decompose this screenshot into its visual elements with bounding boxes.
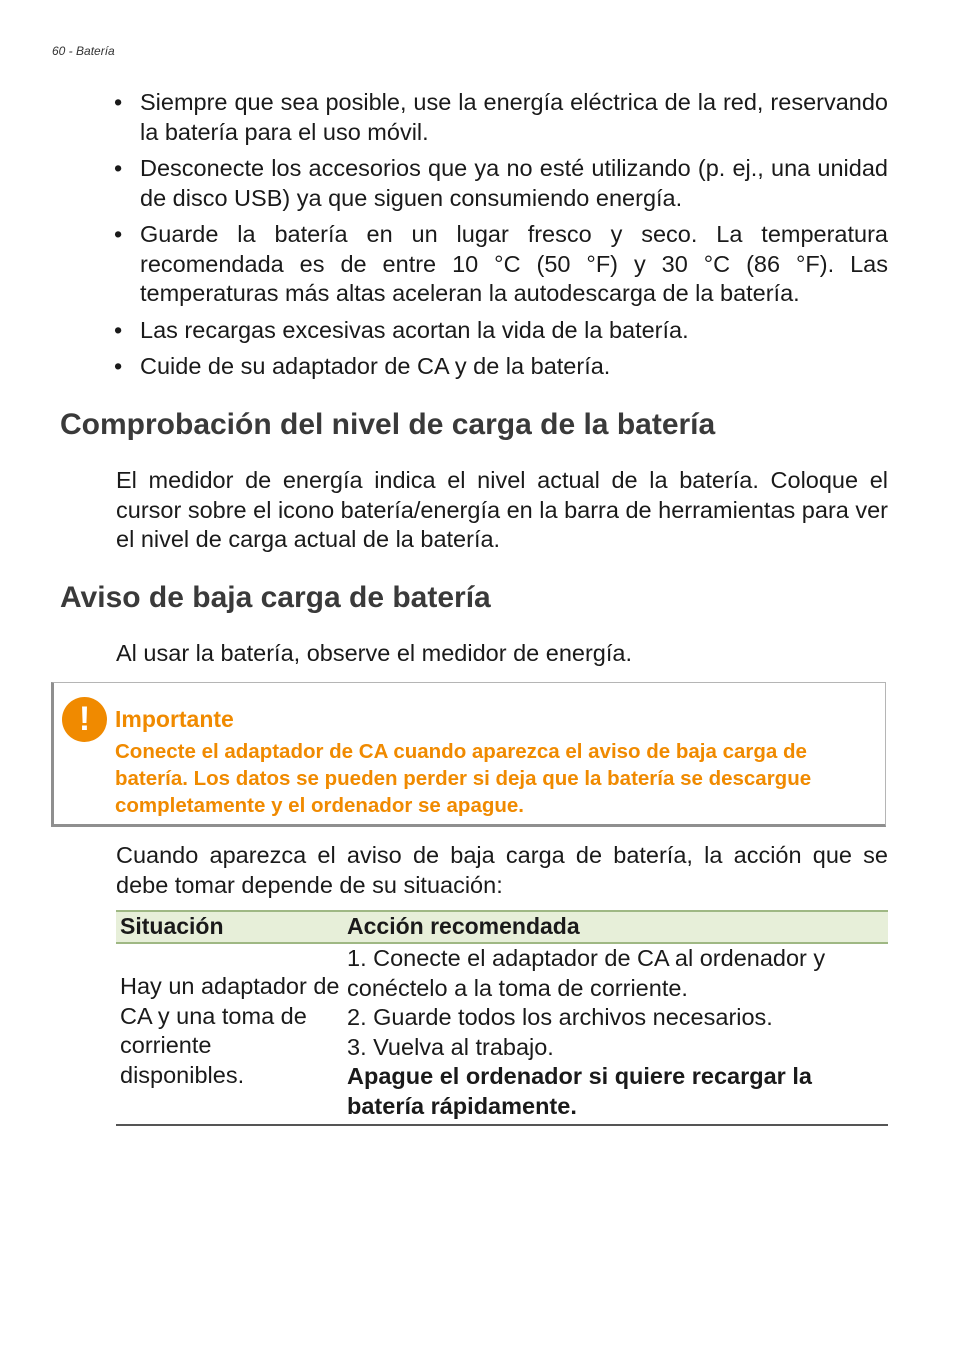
important-notice	[51, 682, 886, 827]
section-text-battery-level: El medidor de energía indica el nivel actual de la batería. Coloque el cursor sobre el icono batería/energía en la barra de herramientas para ver el nivel de carga actual de la batería.	[116, 467, 889, 552]
bullet-icon: •	[114, 316, 123, 343]
bullet-icon: •	[114, 221, 123, 247]
action-step: 2. Guarde todos los archivos necesarios.	[347, 1004, 773, 1030]
page-header: 60 - Batería	[52, 44, 115, 58]
warning-icon: !	[62, 697, 107, 742]
notice-title: Importante	[115, 706, 234, 732]
action-cell	[347, 944, 888, 1121]
section-text-low-battery: Al usar la batería, observe el medidor de energía.	[116, 640, 632, 666]
situation-cell: Hay un adaptador de CA y una toma de corriente disponibles.	[120, 973, 340, 1088]
section-heading-low-battery: Aviso de baja carga de batería	[60, 581, 491, 614]
bullet-icon: •	[114, 155, 123, 181]
table-row	[116, 944, 888, 1126]
tips-list	[114, 88, 888, 389]
bullet-icon: •	[114, 353, 123, 379]
table-header	[116, 910, 888, 944]
action-step: 3. Vuelva al trabajo.	[347, 1033, 554, 1060]
notice-text: Conecte el adaptador de CA cuando aparezca el aviso de baja carga de batería. Los datos se pueden perder si deja que la batería se descargue completamente y el ordenador se apague.	[115, 740, 812, 817]
list-item: • Cuide de su adaptador de CA y de la batería.	[114, 352, 888, 382]
list-item: • Desconecte los accesorios que ya no esté utilizando (p. ej., una unidad de disco USB) ya que siguen consumiendo energía.	[114, 155, 888, 211]
action-table	[116, 910, 888, 1126]
column-header-situation: Situación	[120, 913, 224, 939]
bullet-icon: •	[114, 89, 123, 115]
list-item: • Guarde la batería en un lugar fresco y seco. La temperatura recomendada es de entre 10 °C (50 °F) y 30 °C (86 °F). Las temperaturas más altas aceleran la autodescarga de la batería.	[114, 221, 888, 306]
section-heading-battery-level: Comprobación del nivel de carga de la batería	[60, 408, 716, 441]
action-step: 1. Conecte el adaptador de CA al ordenador y conéctelo a la toma de corriente.	[347, 945, 826, 1001]
list-item: • Siempre que sea posible, use la energía eléctrica de la red, reservando la batería para el uso móvil.	[114, 89, 888, 145]
situation-intro: Cuando aparezca el aviso de baja carga de batería, la acción que se debe tomar depende de su situación:	[116, 842, 888, 898]
action-tip: Apague el ordenador si quiere recargar la batería rápidamente.	[347, 1063, 812, 1119]
column-header-action: Acción recomendada	[347, 913, 580, 939]
list-item: • Las recargas excesivas acortan la vida de la batería.	[114, 316, 888, 346]
